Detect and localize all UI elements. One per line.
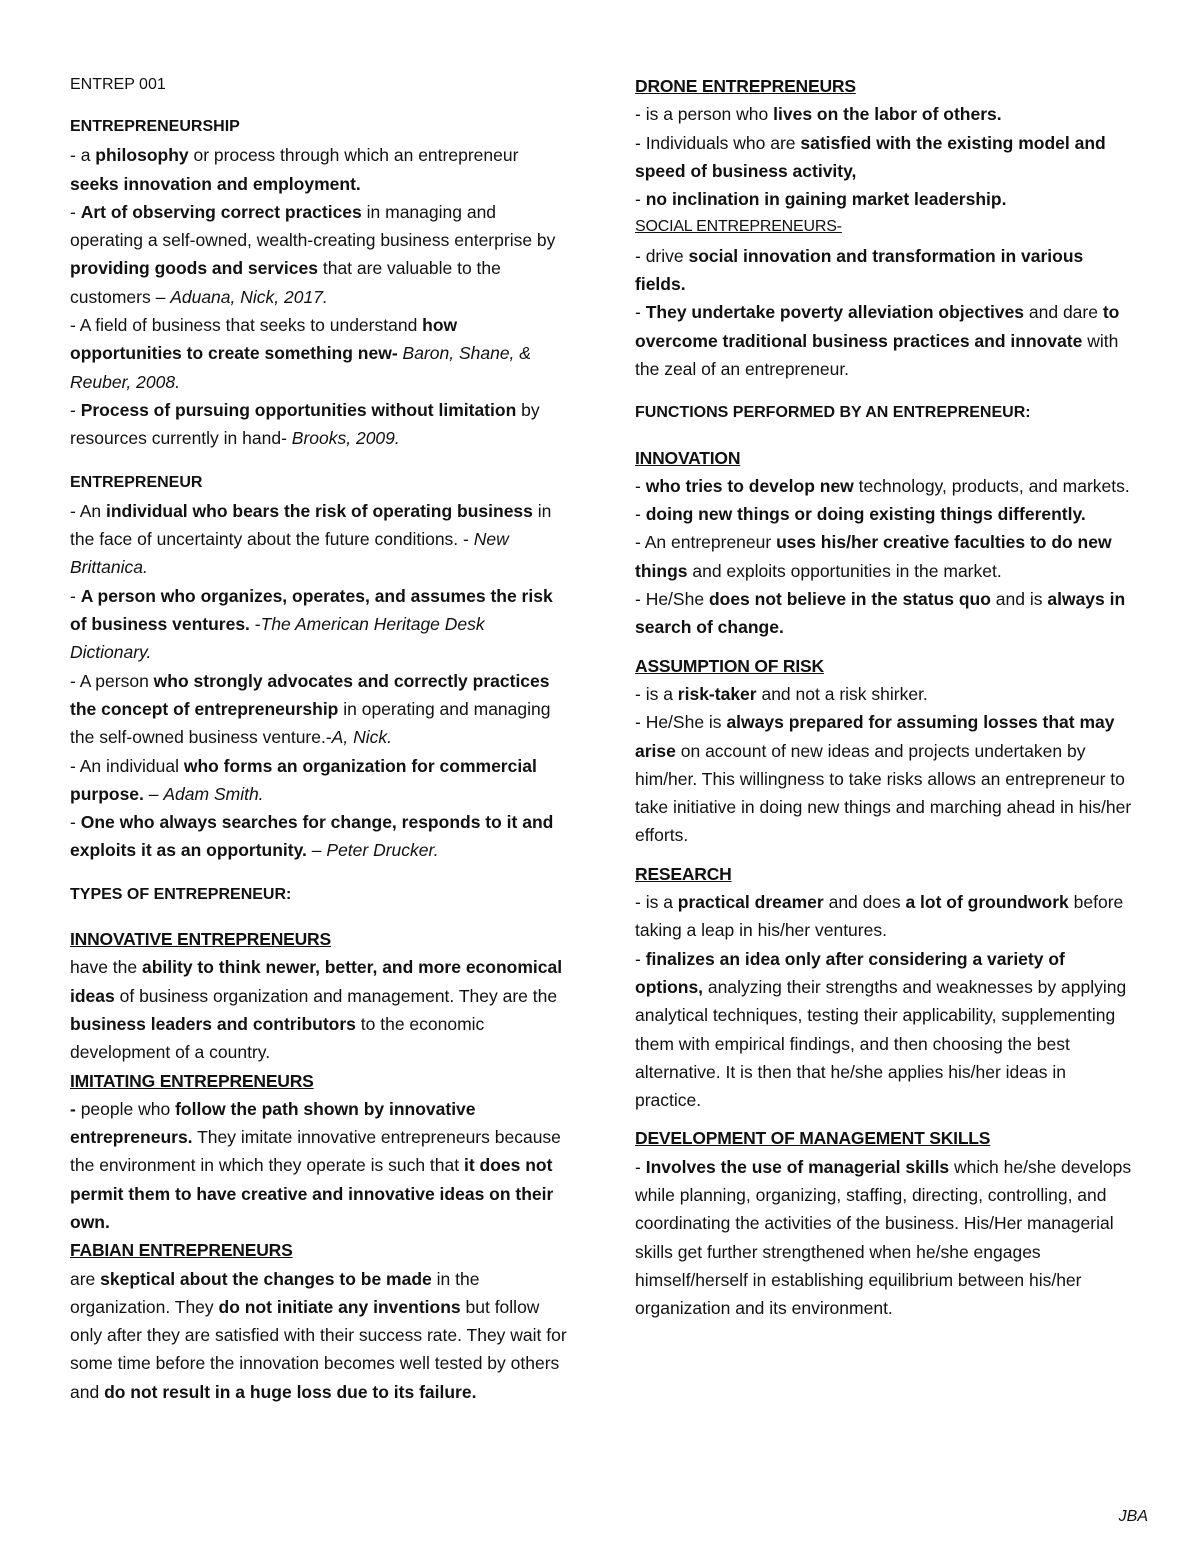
body-text: in the face of uncertainty about the future conditions. - bbox=[70, 500, 552, 550]
body-text: - bbox=[70, 585, 81, 606]
section-research bbox=[635, 860, 1135, 1115]
body-text: of business organization and management. They are the bbox=[114, 985, 558, 1006]
definition-item bbox=[635, 585, 1135, 642]
body-text: and is bbox=[990, 589, 1048, 610]
body-text: which he/she develops while planning, organizing, staffing, directing, controlling, and coordinating the activities of the business. His/Her managerial skills get further strengthened when he/she engages himself/herself in establishing equilibrium between his/her organization and its environment. bbox=[635, 1156, 1132, 1319]
citation-text: A, Nick. bbox=[331, 727, 392, 748]
body-text: - A field of business that seeks to understand bbox=[70, 315, 423, 336]
body-text: - bbox=[635, 302, 646, 323]
emphasis-text: do not initiate any inventions bbox=[218, 1296, 461, 1317]
body-text: and does bbox=[823, 892, 906, 913]
section-risk bbox=[635, 652, 1135, 850]
emphasis-text: practical dreamer bbox=[677, 892, 824, 913]
emphasis-text: seeks innovation and employment. bbox=[70, 173, 361, 194]
citation-text: New Brittanica. bbox=[70, 529, 509, 578]
definition-item bbox=[635, 242, 1135, 299]
emphasis-text: A person who organizes, operates, and assumes the risk of business ventures. bbox=[70, 585, 553, 635]
section-management bbox=[635, 1124, 1135, 1322]
subsection-heading: IMITATING ENTREPRENEURS bbox=[70, 1070, 314, 1091]
body-text: - bbox=[635, 475, 646, 496]
definition-item bbox=[635, 472, 1135, 500]
body-text: - bbox=[70, 201, 81, 222]
section-imitating bbox=[70, 1067, 570, 1237]
section-drone bbox=[635, 72, 1135, 213]
emphasis-text: satisfied with the existing model and speed of business activity, bbox=[635, 132, 1106, 181]
body-text: technology, products, and markets. bbox=[853, 475, 1130, 496]
emphasis-text: - bbox=[70, 1098, 81, 1119]
emphasis-text: does not believe in the status quo bbox=[708, 589, 991, 610]
body-text: and dare bbox=[1024, 302, 1103, 323]
definition-item bbox=[635, 129, 1135, 186]
definition-item bbox=[635, 680, 1135, 708]
section-heading: ENTREPRENEUR bbox=[70, 473, 203, 491]
subsection-heading: DEVELOPMENT OF MANAGEMENT SKILLS bbox=[635, 1128, 991, 1149]
body-text: - is a bbox=[635, 683, 678, 704]
left-column bbox=[70, 72, 570, 1406]
definition-item bbox=[635, 708, 1135, 849]
section-entrepreneurship bbox=[70, 113, 570, 453]
body-text: - bbox=[70, 812, 81, 833]
definition-item bbox=[70, 582, 570, 667]
subsection-heading: INNOVATION bbox=[635, 447, 741, 468]
footer-initials: JBA bbox=[1118, 1508, 1148, 1525]
body-text: - He/She is bbox=[635, 712, 727, 733]
body-text: with the zeal of an entrepreneur. bbox=[635, 330, 1119, 379]
body-text: on account of new ideas and projects undertaken by him/her. This willingness to take risks allows an entrepreneur to take initiative in doing new things and marching ahead in his/her efforts. bbox=[635, 740, 1132, 846]
section-fabian bbox=[70, 1236, 570, 1406]
definition-list bbox=[70, 141, 570, 452]
subsection-heading: INNOVATIVE ENTREPRENEURS bbox=[70, 929, 331, 950]
body-text: - bbox=[635, 948, 646, 969]
emphasis-text: philosophy bbox=[95, 145, 189, 166]
emphasis-text: business leaders and contributors bbox=[70, 1013, 356, 1034]
definition-item bbox=[70, 1095, 570, 1236]
emphasis-text: how opportunities to create something new- bbox=[70, 315, 458, 364]
definition-item bbox=[70, 808, 570, 865]
definition-item bbox=[635, 500, 1135, 528]
definition-item bbox=[635, 945, 1135, 1115]
emphasis-text: One who always searches for change, responds to it and exploits it as an opportunity. bbox=[70, 812, 554, 861]
definition-item bbox=[70, 141, 570, 198]
definition-list bbox=[635, 888, 1135, 1114]
emphasis-text: do not result in a huge loss due to its failure. bbox=[104, 1381, 477, 1402]
body-text: in operating and managing the self-owned business venture.- bbox=[70, 698, 551, 748]
definition-item bbox=[635, 185, 1135, 213]
emphasis-text: risk-taker bbox=[677, 683, 757, 704]
definition-list bbox=[635, 680, 1135, 850]
emphasis-text: to overcome traditional business practices and innovate bbox=[635, 302, 1120, 351]
definition-item bbox=[635, 888, 1135, 945]
definition-list bbox=[70, 1095, 570, 1236]
body-text: - drive bbox=[635, 245, 689, 266]
body-text: - bbox=[249, 614, 261, 635]
emphasis-text: follow the path shown by innovative entrepreneurs. bbox=[70, 1098, 476, 1148]
definition-item bbox=[70, 497, 570, 582]
section-innovative bbox=[70, 925, 570, 1066]
emphasis-text: no inclination in gaining market leadership. bbox=[645, 189, 1007, 210]
definition-list bbox=[635, 242, 1135, 383]
body-text: - bbox=[70, 399, 81, 420]
definition-item bbox=[70, 667, 570, 752]
document-header: ENTREP 001 bbox=[70, 76, 166, 93]
definition-item bbox=[635, 100, 1135, 128]
body-text: - bbox=[635, 504, 646, 525]
body-text: - is a bbox=[635, 892, 678, 913]
emphasis-text: a lot of groundwork bbox=[905, 892, 1069, 913]
body-text: people who bbox=[80, 1098, 176, 1119]
body-text: - A person bbox=[70, 670, 154, 691]
section-innovation bbox=[635, 444, 1135, 642]
definition-list bbox=[635, 472, 1135, 642]
subsection-heading: RESEARCH bbox=[635, 863, 732, 884]
body-text: – bbox=[306, 840, 327, 861]
emphasis-text: skeptical about the changes to be made bbox=[100, 1268, 432, 1289]
citation-text: Adam Smith. bbox=[163, 783, 264, 804]
emphasis-text: who forms an organization for commercial purpose. bbox=[70, 755, 537, 804]
citation-text: Aduana, Nick, 2017. bbox=[170, 286, 328, 307]
emphasis-text: Involves the use of managerial skills bbox=[645, 1156, 950, 1177]
body-text: have the bbox=[70, 957, 142, 978]
types-heading: TYPES OF ENTREPRENEUR: bbox=[70, 885, 292, 903]
emphasis-text: lives on the labor of others. bbox=[773, 104, 1002, 125]
subsection-heading: ASSUMPTION OF RISK bbox=[635, 655, 824, 676]
emphasis-text: ability to think newer, better, and more economical ideas bbox=[70, 957, 563, 1006]
emphasis-text: who strongly advocates and correctly practices the concept of entrepreneurship bbox=[70, 670, 550, 719]
definition-list bbox=[635, 100, 1135, 213]
body-text: in managing and operating a self-owned, wealth-creating business enterprise by bbox=[70, 201, 556, 251]
emphasis-text: providing goods and services bbox=[70, 258, 318, 279]
emphasis-text: uses his/her creative faculties to do new things bbox=[635, 532, 1112, 581]
definition-list bbox=[70, 1265, 570, 1406]
citation-text: Peter Drucker. bbox=[326, 840, 439, 861]
body-text: - An bbox=[70, 500, 106, 521]
body-text: and not a risk shirker. bbox=[756, 683, 928, 704]
emphasis-text: doing new things or doing existing things differently. bbox=[645, 504, 1086, 525]
body-text: - bbox=[635, 1156, 646, 1177]
body-text: are bbox=[70, 1268, 101, 1289]
emphasis-text: always in search of change. bbox=[635, 589, 1126, 638]
body-text: analyzing their strengths and weaknesses by applying analytical techniques, testing their applicability, supplementing them with empirical findings, and then choosing the best alternative. It is then that he/she applies his/her ideas in practice. bbox=[635, 976, 1127, 1111]
body-text: – bbox=[143, 783, 164, 804]
body-text: and exploits opportunities in the market. bbox=[687, 560, 1002, 581]
body-text: - An entrepreneur bbox=[635, 532, 777, 553]
section-entrepreneur bbox=[70, 469, 570, 865]
emphasis-text: Art of observing correct practices bbox=[80, 201, 362, 222]
body-text: - bbox=[635, 189, 646, 210]
body-text: to the economic development of a country. bbox=[70, 1013, 485, 1063]
right-column bbox=[635, 72, 1135, 1322]
definition-list bbox=[70, 497, 570, 865]
emphasis-text: who tries to develop new bbox=[645, 475, 854, 496]
emphasis-text: social innovation and transformation in various fields. bbox=[635, 245, 1084, 295]
definition-item bbox=[635, 528, 1135, 585]
definition-item bbox=[70, 198, 570, 311]
definition-item bbox=[635, 1153, 1135, 1323]
body-text: - a bbox=[70, 145, 96, 166]
functions-heading: FUNCTIONS PERFORMED BY AN ENTREPRENEUR: bbox=[635, 404, 1031, 422]
body-text: in the organization. They bbox=[70, 1268, 480, 1317]
definition-item bbox=[70, 752, 570, 809]
emphasis-text: They undertake poverty alleviation objectives bbox=[645, 302, 1025, 323]
body-text: that are valuable to the customers – bbox=[70, 258, 501, 307]
subsection-heading: SOCIAL ENTREPRENEURS- bbox=[635, 218, 842, 236]
subsection-heading: FABIAN ENTREPRENEURS bbox=[70, 1240, 293, 1261]
emphasis-text: finalizes an idea only after considering a variety of options, bbox=[635, 948, 1065, 997]
emphasis-text: Process of pursuing opportunities without limitation bbox=[80, 399, 517, 420]
body-text: - He/She bbox=[635, 589, 709, 610]
section-social bbox=[635, 213, 1135, 383]
citation-text: The American Heritage Desk Dictionary. bbox=[70, 614, 485, 663]
body-text: before taking a leap in his/her ventures. bbox=[635, 892, 1124, 941]
section-heading: ENTREPRENEURSHIP bbox=[70, 118, 240, 135]
definition-item bbox=[70, 396, 570, 453]
definition-item bbox=[70, 953, 570, 1066]
body-text: They imitate innovative entrepreneurs because the environment in which they operate is such that bbox=[70, 1127, 561, 1176]
emphasis-text: always prepared for assuming losses that may arise bbox=[635, 712, 1115, 761]
emphasis-text: individual who bears the risk of operating business bbox=[106, 500, 533, 521]
body-text: by resources currently in hand- bbox=[70, 399, 540, 449]
subsection-heading: DRONE ENTREPRENEURS bbox=[635, 76, 856, 96]
body-text: but follow only after they are satisfied with their success rate. They wait for some time before the innovation becomes well tested by others and bbox=[70, 1296, 567, 1402]
definition-list bbox=[70, 953, 570, 1066]
body-text: - is a person who bbox=[635, 104, 774, 125]
body-text: - An individual bbox=[70, 755, 184, 776]
citation-text: Baron, Shane, & Reuber, 2008. bbox=[70, 343, 531, 392]
definition-list bbox=[635, 1153, 1135, 1323]
citation-text: Brooks, 2009. bbox=[291, 428, 400, 449]
definition-item bbox=[70, 1265, 570, 1406]
definition-item bbox=[635, 298, 1135, 383]
body-text: or process through which an entrepreneur bbox=[188, 145, 519, 166]
emphasis-text: it does not permit them to have creative and innovative ideas on their own. bbox=[70, 1155, 554, 1232]
body-text: - Individuals who are bbox=[635, 132, 801, 153]
definition-item bbox=[70, 311, 570, 396]
